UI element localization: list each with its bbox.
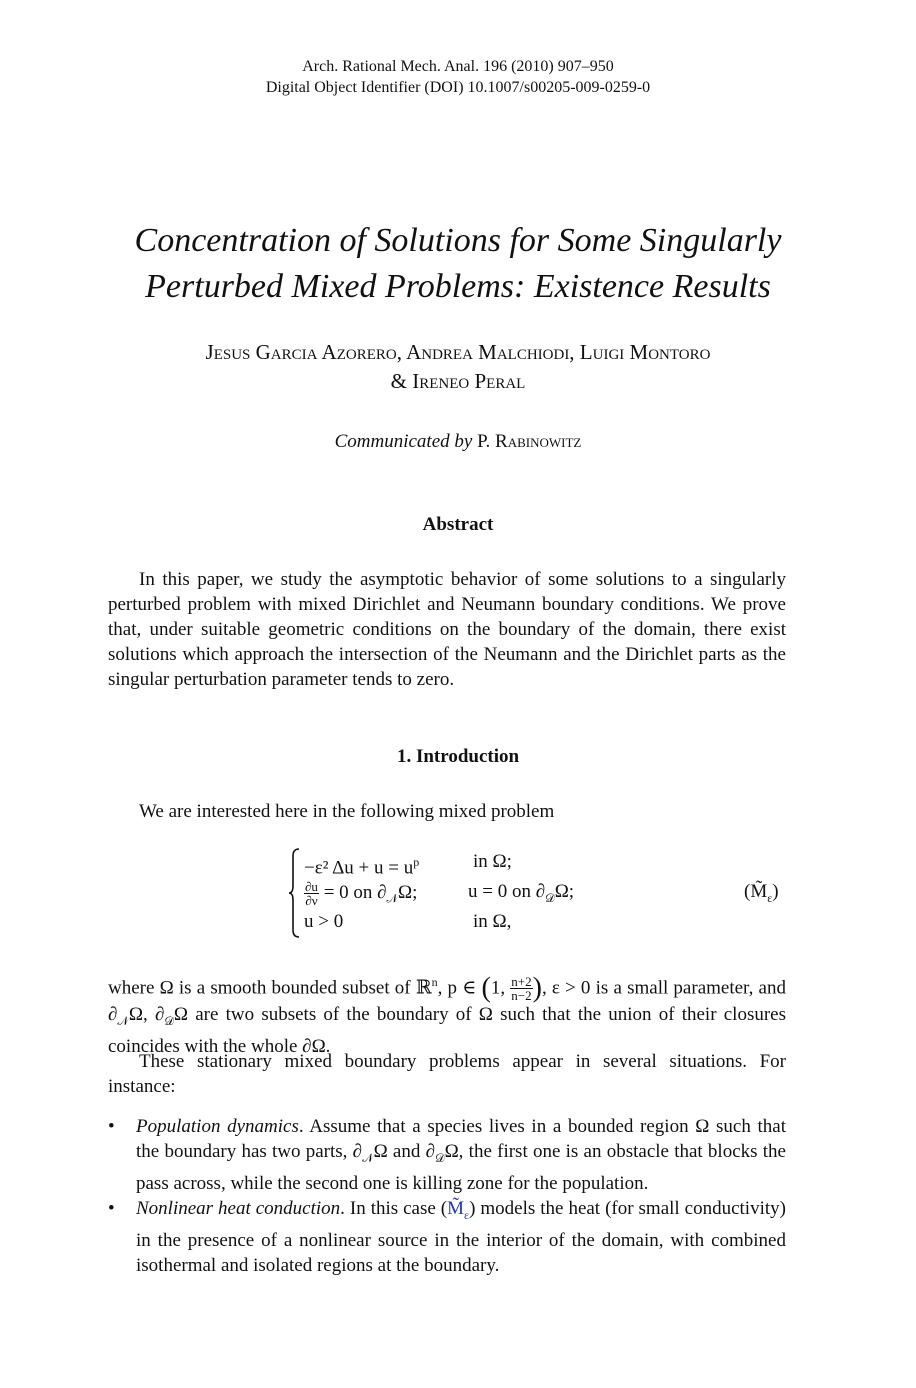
exp-frac-den: n−2 [511,988,532,1004]
title-line-1: Concentration of Solutions for Some Singularly [134,222,782,259]
eq-label-main: (M̃ [744,881,768,902]
eq2-right [468,880,574,910]
list-item [108,1114,786,1196]
communicated-by [0,430,916,454]
abstract-text: In this paper, we study the asymptotic behavior of some solutions to a singularly perturbed problem with mixed Dirichlet and Neumann boundary conditions. We prove that, under suitable geometric conditions on the boundary of the domain, there exist solutions which approach the intersection of the Neumann and the Dirichlet parts as the singular perturbation parameter tends to zero. [108,569,786,690]
abstract-heading: Abstract [422,514,494,535]
para1-sub-d: 𝒟 [164,1014,174,1029]
author-list [60,338,856,396]
eq1-left: −ε² Δu + u = u [304,857,414,879]
bullet-text-a: . Assume that a species lives in a bounded region Ω such that the boundary has two parts, ∂ [136,1116,786,1162]
bullet-text-a: . In this case ( [340,1197,448,1219]
situations-paragraph: These stationary mixed boundary problems appear in several situations. For instance: [108,1051,786,1097]
communicated-label: Communicated by [334,431,473,452]
equation-reference-link[interactable] [447,1197,470,1222]
list-item [108,1196,786,1278]
frac-num: ∂u [305,879,318,894]
doi-line: Digital Object Identifier (DOI) 10.1007/s00205-009-0259-0 [265,79,651,96]
eq2-sub-n: 𝒩 [386,891,399,906]
application-list [108,1114,786,1278]
eq2-sub-d: 𝒟 [545,890,555,905]
authors-line-2: & Ireneo Peral [390,369,526,393]
paper-title [60,218,856,310]
para1-sup-n: n [431,975,438,989]
eq2-mid: Ω; [398,881,418,903]
eq3-left: u > 0 [304,911,344,932]
partial-derivative-fraction [304,880,319,907]
equation-row-2 [304,879,575,911]
equation-label [744,880,779,910]
interval-start: 1, [490,977,511,999]
bullet-text-b: ) models the heat (for small conductivity) in the presence of a nonlinear source in the interior of the domain, with combined isothermal and isolated regions at the boundary. [136,1197,786,1276]
bullet-sub-d: 𝒟 [434,1150,445,1165]
para1-part5: Ω are two subsets of the boundary of Ω such that the union of their closures coincides with the whole ∂Ω. [108,1004,786,1058]
ref-sub: ε [464,1207,470,1222]
frac-den: ∂ν [305,893,318,908]
exp-frac-num: n+2 [511,974,532,990]
interval-open: ( [481,972,491,1004]
ref-main: M̃ [447,1197,465,1219]
journal-header [0,56,916,98]
para1-part1: where Ω is a smooth bounded subset of ℝ [108,977,432,999]
exponent-fraction [510,975,532,1002]
interval-close: ) [532,972,542,1004]
bullet-text-b: Ω and ∂ [373,1141,435,1162]
eq1-right: in Ω; [473,851,512,872]
mixed-problem-equation [288,846,788,942]
introduction-lead: We are interested here in the following mixed problem [139,801,555,822]
eq-label-sub: ε [767,890,773,905]
eq3-right: in Ω, [473,911,512,932]
eq2-right-b: Ω; [554,881,575,902]
left-brace [288,848,300,938]
para1-sub-n: 𝒩 [117,1014,129,1029]
equation-row-1 [304,850,512,880]
eq-label-close: ) [772,881,779,902]
equation-row-3 [304,910,512,934]
bullet-dot: • [108,1116,115,1137]
communicator-name: P. Rabinowitz [477,431,582,452]
bullet-sub-n: 𝒩 [362,1150,374,1165]
domain-description-paragraph [108,970,786,1059]
bullet-dot: • [108,1197,115,1219]
bullet-term: Nonlinear heat conduction [136,1197,341,1219]
para1-part4: Ω, ∂ [128,1004,165,1026]
eq1-exponent: p [413,855,420,869]
para1-part3: , ε > 0 is a small parameter, and ∂ [108,977,786,1026]
eq2-left: = 0 on ∂ [318,881,387,903]
authors-line-1: Jesus Garcia Azorero, Andrea Malchiodi, Luigi Montoro [205,340,711,364]
bullet-text-c: Ω, the first one is an obstacle that blocks the pass across, while the second one is killing zone for the population. [136,1141,786,1194]
journal-citation: Arch. Rational Mech. Anal. 196 (2010) 907–950 [302,58,614,75]
introduction-heading: 1. Introduction [396,746,520,767]
eq2-right-a: u = 0 on ∂ [468,881,546,902]
title-line-2: Perturbed Mixed Problems: Existence Results [145,268,771,305]
bullet-term: Population dynamics [136,1116,299,1137]
para1-part2: , p ∈ [437,977,482,999]
